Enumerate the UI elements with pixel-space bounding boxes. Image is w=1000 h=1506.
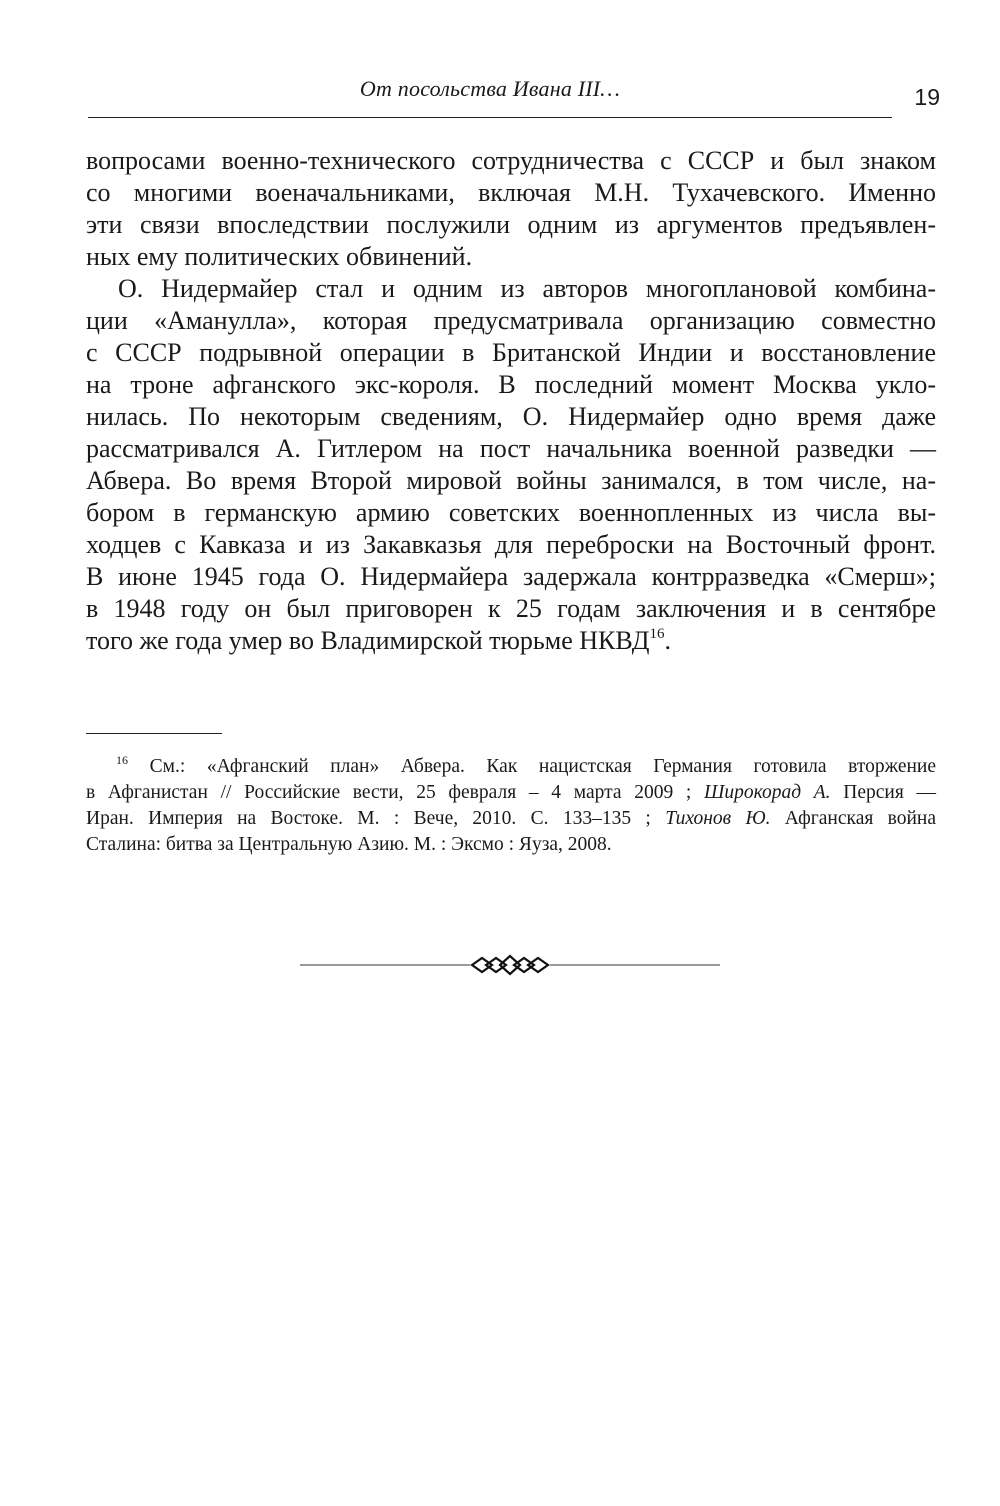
- text-line: рассматривался А. Гитлером на пост начальника военной разведки —: [86, 434, 936, 463]
- text-line: ходцев с Кавказа и из Закавказья для переброски на Восточный фронт.: [86, 530, 936, 559]
- text-line-content: того же года умер во Владимирской тюрьме НКВД: [86, 626, 650, 655]
- text-line: вопросами военно-технического сотрудничества с СССР и был знаком: [86, 146, 936, 175]
- footnote-author: Широкорад А.: [704, 782, 831, 803]
- footnote-text: в Афганистан // Российские вести, 25 февраля – 4 марта 2009 ;: [86, 782, 704, 803]
- footnote-marker: 16: [116, 753, 128, 767]
- text-line: эти связи впоследствии послужили одним из аргументов предъявлен-: [86, 210, 936, 239]
- footnote-text: См.: «Афганский план» Абвера. Как нацистская Германия готовила вторжение: [149, 756, 937, 777]
- text-line: с СССР подрывной операции в Британской Индии и восстановление: [86, 338, 936, 367]
- footnote-line: [86, 806, 936, 832]
- footnote-separator: [86, 733, 222, 734]
- footnote-text: Иран. Империя на Востоке. М. : Вече, 2010. С. 133–135 ;: [86, 808, 666, 829]
- header-rule: [88, 117, 892, 118]
- footnote: [86, 754, 936, 858]
- text-line: на троне афганского экс-короля. В последний момент Москва укло-: [86, 370, 936, 399]
- text-line: В июне 1945 года О. Нидермайера задержала контрразведка «Смерш»;: [86, 562, 936, 591]
- section-end-ornament: [300, 950, 720, 980]
- footnote-text: Афганская война: [770, 808, 936, 829]
- text-line: нилась. По некоторым сведениям, О. Нидермайер одно время даже: [86, 402, 936, 431]
- text-line: ции «Аманулла», которая предусматривала организацию совместно: [86, 306, 936, 335]
- footnote-line: Сталина: битва за Центральную Азию. М. : Эксмо : Яуза, 2008.: [86, 834, 612, 855]
- running-title: От посольства Ивана III…: [359, 76, 621, 101]
- text-line: Абвера. Во время Второй мировой войны занимался, в том числе, на-: [86, 466, 936, 495]
- text-line: бором в германскую армию советских военнопленных из числа вы-: [86, 498, 936, 527]
- footnote-line: [86, 780, 936, 806]
- text-line: О. Нидермайер стал и одним из авторов многоплановой комбина-: [118, 274, 936, 303]
- text-line: со многими военачальниками, включая М.Н. Тухачевского. Именно: [86, 178, 936, 207]
- text-line: в 1948 году он был приговорен к 25 годам заключения и в сентябре: [86, 594, 936, 623]
- footnote-reference[interactable]: 16: [649, 626, 665, 642]
- footnote-text: Персия —: [830, 782, 936, 803]
- page-number: 19: [914, 84, 940, 110]
- text-line: ных ему политических обвинений.: [86, 242, 473, 271]
- footnote-author: Тихонов Ю.: [665, 808, 771, 829]
- footnote-line: [86, 754, 936, 780]
- text-line-last: того же года умер во Владимирской тюрьме НКВД$^{16}$.: [86, 626, 671, 655]
- main-text: [86, 145, 936, 657]
